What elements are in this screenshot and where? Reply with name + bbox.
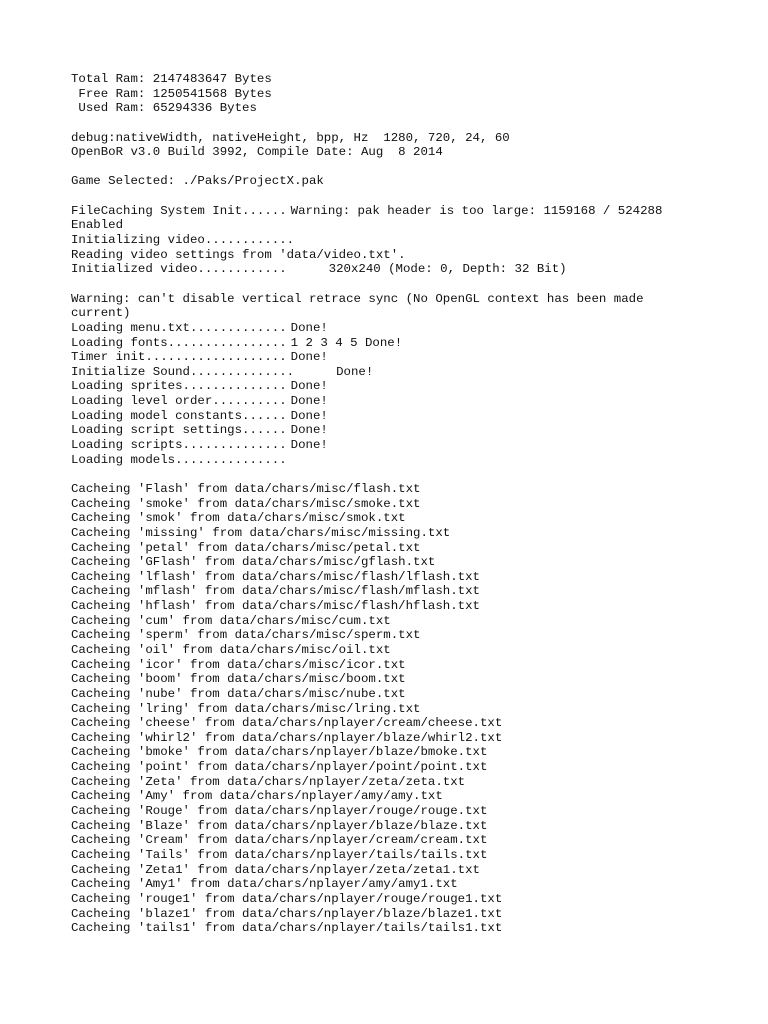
cache-line: Cacheing 'smok' from data/chars/misc/smok.txt [71, 511, 406, 526]
init-video-line: Initializing video............ [71, 233, 295, 248]
loading-level-order-label: Loading level order.......... [71, 394, 287, 409]
loading-sprites-line [71, 379, 751, 394]
loading-sprites-status: Done! [290, 379, 328, 394]
retrace-warning-line-2: current) [71, 306, 131, 321]
cache-line: Cacheing 'bmoke' from data/chars/nplayer/blaze/bmoke.txt [71, 745, 488, 760]
memory-section [71, 72, 751, 116]
timer-init-line [71, 350, 751, 365]
log-document [71, 72, 751, 950]
loading-scripts-line [71, 438, 751, 453]
loading-script-settings-status: Done! [290, 423, 328, 438]
loading-level-order-line [71, 394, 751, 409]
loading-model-constants-label: Loading model constants...... [71, 408, 287, 423]
filecache-line [71, 204, 751, 219]
cache-line: Cacheing 'Zeta1' from data/chars/nplayer/zeta/zeta1.txt [71, 862, 480, 877]
cache-line: Cacheing 'boom' from data/chars/misc/boom.txt [71, 672, 406, 687]
loading-scripts-label: Loading scripts.............. [71, 438, 287, 453]
loading-menu-status: Done! [290, 320, 328, 335]
build-section [71, 131, 751, 160]
cache-line: Cacheing 'whirl2' from data/chars/nplayer/blaze/whirl2.txt [71, 730, 503, 745]
cache-line: Cacheing 'Zeta' from data/chars/nplayer/zeta/zeta.txt [71, 774, 466, 789]
loading-model-constants-line [71, 409, 751, 424]
cache-line: Cacheing 'oil' from data/chars/misc/oil.txt [71, 642, 391, 657]
loading-sprites-label: Loading sprites.............. [71, 379, 287, 394]
cache-line: Cacheing 'Tails' from data/chars/nplayer/tails/tails.txt [71, 847, 488, 862]
cache-line: Cacheing 'cum' from data/chars/misc/cum.txt [71, 613, 391, 628]
loading-fonts-line [71, 336, 751, 351]
game-selected-line: Game Selected: ./Paks/ProjectX.pak [71, 174, 324, 189]
free-ram-line: Free Ram: 1250541568 Bytes [71, 86, 272, 101]
filecache-value: Warning: pak header is too large: 1159168 / 524288 [290, 203, 663, 218]
loading-models-line: Loading models............... [71, 452, 287, 467]
cache-line: Cacheing 'lring' from data/chars/misc/lring.txt [71, 701, 421, 716]
loading-fonts-status: 1 2 3 4 5 Done! [290, 335, 403, 350]
caching-section [71, 482, 751, 936]
loading-level-order-status: Done! [290, 394, 328, 409]
cache-line: Cacheing 'mflash' from data/chars/misc/flash/mflash.txt [71, 584, 480, 599]
cache-line: Cacheing 'missing' from data/chars/misc/missing.txt [71, 525, 451, 540]
cache-line: Cacheing 'petal' from data/chars/misc/petal.txt [71, 540, 421, 555]
timer-init-label: Timer init................... [71, 350, 287, 365]
cache-line: Cacheing 'Amy' from data/chars/nplayer/amy/amy.txt [71, 789, 443, 804]
init-sound-status: Done! [336, 364, 374, 379]
loading-menu-line [71, 321, 751, 336]
cache-line: Cacheing 'cheese' from data/chars/nplayer/cream/cheese.txt [71, 716, 503, 731]
cache-line: Cacheing 'hflash' from data/chars/misc/flash/hflash.txt [71, 599, 480, 614]
cache-line: Cacheing 'blaze1' from data/chars/nplayer/blaze/blaze1.txt [71, 906, 503, 921]
loading-section [71, 292, 751, 468]
cache-line: Cacheing 'nube' from data/chars/misc/nube.txt [71, 686, 406, 701]
loading-model-constants-status: Done! [290, 408, 328, 423]
initialized-video-value: 320x240 (Mode: 0, Depth: 32 Bit) [328, 262, 567, 277]
cache-line: Cacheing 'Rouge' from data/chars/nplayer/rouge/rouge.txt [71, 804, 488, 819]
debug-line: debug:nativeWidth, nativeHeight, bpp, Hz 1280, 720, 24, 60 [71, 130, 510, 145]
used-ram-line: Used Ram: 65294336 Bytes [71, 101, 257, 116]
timer-init-status: Done! [290, 350, 328, 365]
cache-line: Cacheing 'GFlash' from data/chars/misc/gflash.txt [71, 555, 436, 570]
cache-line: Cacheing 'point' from data/chars/nplayer/point/point.txt [71, 760, 488, 775]
cache-line: Cacheing 'Amy1' from data/chars/nplayer/amy/amy1.txt [71, 877, 458, 892]
loading-script-settings-label: Loading script settings...... [71, 423, 287, 438]
cache-line: Cacheing 'Flash' from data/chars/misc/flash.txt [71, 481, 421, 496]
version-line: OpenBoR v3.0 Build 3992, Compile Date: Aug 8 2014 [71, 145, 443, 160]
cache-line: Cacheing 'lflash' from data/chars/misc/flash/lflash.txt [71, 569, 480, 584]
loading-scripts-status: Done! [290, 438, 328, 453]
game-section [71, 174, 751, 189]
cache-line: Cacheing 'smoke' from data/chars/misc/smoke.txt [71, 496, 421, 511]
loading-fonts-label: Loading fonts................ [71, 335, 287, 350]
enabled-line: Enabled [71, 218, 124, 233]
reading-video-line: Reading video settings from 'data/video.txt'. [71, 247, 406, 262]
init-sound-label: Initialize Sound.............. [71, 364, 295, 379]
cache-line: Cacheing 'Cream' from data/chars/nplayer/cream/cream.txt [71, 833, 488, 848]
cache-line: Cacheing 'icor' from data/chars/misc/icor.txt [71, 657, 406, 672]
total-ram-line: Total Ram: 2147483647 Bytes [71, 72, 272, 86]
initialized-video-line [71, 262, 751, 277]
init-sound-line [71, 365, 751, 380]
initialized-video-label: Initialized video............ [71, 262, 287, 277]
filecache-label: FileCaching System Init...... [71, 203, 287, 218]
cache-line: Cacheing 'Blaze' from data/chars/nplayer/blaze/blaze.txt [71, 818, 488, 833]
retrace-warning-line-1: Warning: can't disable vertical retrace sync (No OpenGL context has been made [71, 291, 644, 306]
loading-script-settings-line [71, 423, 751, 438]
cache-line: Cacheing 'sperm' from data/chars/misc/sperm.txt [71, 628, 421, 643]
loading-menu-label: Loading menu.txt............. [71, 320, 287, 335]
init-section [71, 204, 751, 277]
cache-line: Cacheing 'tails1' from data/chars/nplayer/tails/tails1.txt [71, 921, 503, 936]
cache-line: Cacheing 'rouge1' from data/chars/nplayer/rouge/rouge1.txt [71, 891, 503, 906]
